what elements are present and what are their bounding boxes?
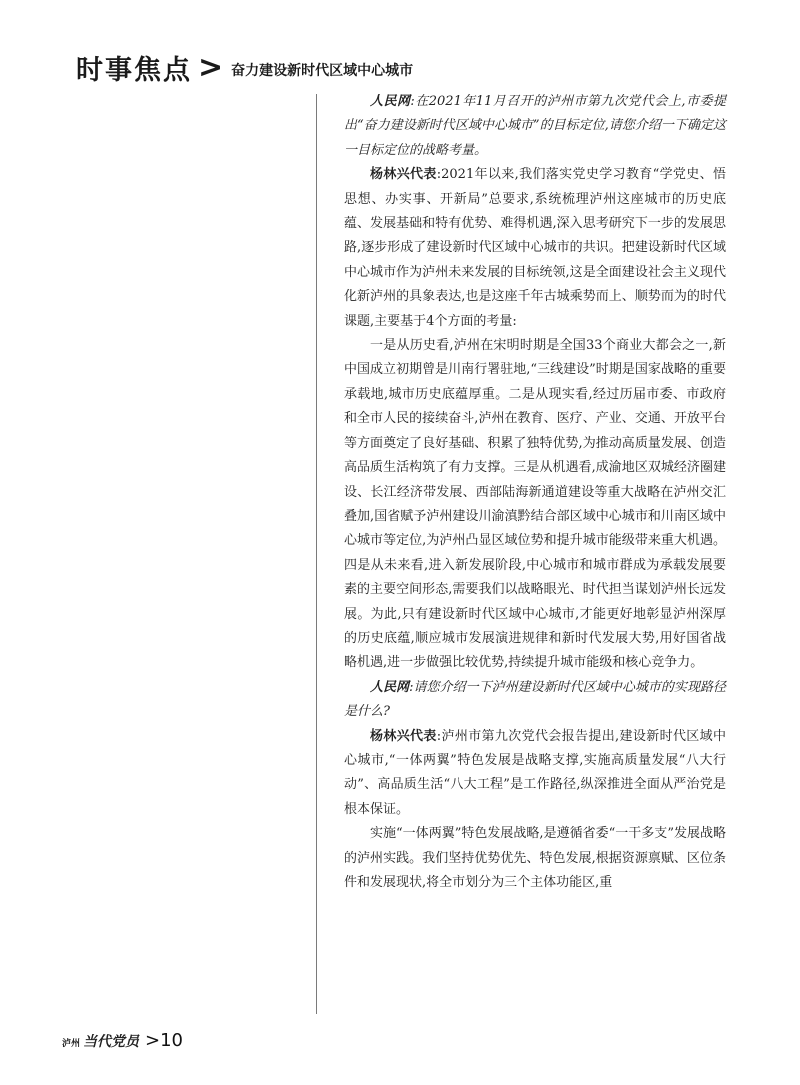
paragraph-text: 实施“一体两翼”特色发展战略,是遵循省委“一干多支”发展战略的泸州实践。我们坚持优势优先、特色发展,根据资源禀赋、区位条件和发展现状,将全市划分为三个主体功能区,重 xyxy=(344,826,726,890)
section-title: 时事焦点 xyxy=(76,55,192,86)
paragraph-text: 一是从历史看,泸州在宋明时期是全国33个商业大都会之一,新中国成立初期曾是川南行署驻地,“三线建设”时期是国家战略的重要承载地,城市历史底蕴厚重。二是从现实看,经过历届市委、市政府和全市人民的接续奋斗,泸州在教育、医疗、产业、交通、开放平台等方面奠定了良好基础、积累了独特优势,为推动高质量发展、创造高品质生活构筑了有力支撑。三是从机遇看,成渝地区双城经济圈建设、长江经济带发展、西部陆海新通道建设等重大战略在泸州交汇叠加,国省赋予泸州建设川渝滇黔结合部区域中心城市和川南区域中心城市等定位,为泸州凸显区域位势和提升城市能级带来重大机遇。四是从未来看,进入新发展阶段,中心城市和城市群成为承载发展要素的主要空间形态,需要我们以战略眼光、时代担当谋划泸州长远发展。为此,只有建设新时代区域中心城市,才能更好地彰显泸州深厚的历史底蕴,顺应城市发展演进规律和新时代发展大势,用好国省战略机遇,进一步做强比较优势,持续提升城市能级和核心竞争力。 xyxy=(344,338,726,671)
article-paragraph xyxy=(344,725,726,823)
paragraph-text: 在2021年11月召开的泸州市第九次党代会上,市委提出“奋力建设新时代区域中心城市”的目标定位,请您介绍一下确定这一目标定位的战略考量。 xyxy=(344,94,726,158)
column-divider xyxy=(316,94,317,1014)
article-paragraph xyxy=(344,163,726,334)
page-header xyxy=(76,48,413,87)
magazine-logo: 当代党员 xyxy=(83,1034,140,1050)
speaker-separator: : xyxy=(409,679,414,695)
article-paragraph xyxy=(344,822,726,895)
paragraph-text: 泸州市第九次党代会报告提出,建设新时代区域中心城市,“一体两翼”特色发展是战略支撑,实施高质量发展“八大行动”、高品质生活“八大工程”是工作路径,纵深推进全面从严治党是根本保证。 xyxy=(344,728,726,817)
page-number: >10 xyxy=(145,1030,184,1051)
speaker-label: 人民网 xyxy=(370,94,411,109)
speaker-label: 杨林兴代表 xyxy=(370,728,437,744)
speaker-label: 杨林兴代表 xyxy=(370,167,437,183)
speaker-separator: : xyxy=(436,167,442,183)
article-paragraph xyxy=(344,90,726,163)
article-paragraph xyxy=(344,676,726,725)
speaker-separator: : xyxy=(436,728,442,744)
chevron-right-icon: > xyxy=(198,50,224,85)
footer-place: 泸州 xyxy=(62,1039,81,1049)
paragraph-text: 2021年以来,我们落实党史学习教育“学党史、悟思想、办实事、开新局”总要求,系统梳理泸州这座城市的历史底蕴、发展基础和特有优势、难得机遇,深入思考研究下一步的发展思路,逐步形成了建设新时代区域中心城市的共识。把建设新时代区域中心城市作为泸州未来发展的目标统领,这是全面建设社会主义现代化新泸州的具象表达,也是这座千年古城乘势而上、顺势而为的时代课题,主要基于4个方面的考量: xyxy=(344,167,726,329)
article-body xyxy=(344,90,726,895)
speaker-separator: : xyxy=(410,94,415,109)
article-paragraph xyxy=(344,334,726,676)
topic-title: 奋力建设新时代区域中心城市 xyxy=(231,62,414,79)
paragraph-text: 请您介绍一下泸州建设新时代区域中心城市的实现路径是什么? xyxy=(344,679,726,720)
page-footer xyxy=(62,1030,183,1051)
speaker-label: 人民网 xyxy=(370,679,410,695)
